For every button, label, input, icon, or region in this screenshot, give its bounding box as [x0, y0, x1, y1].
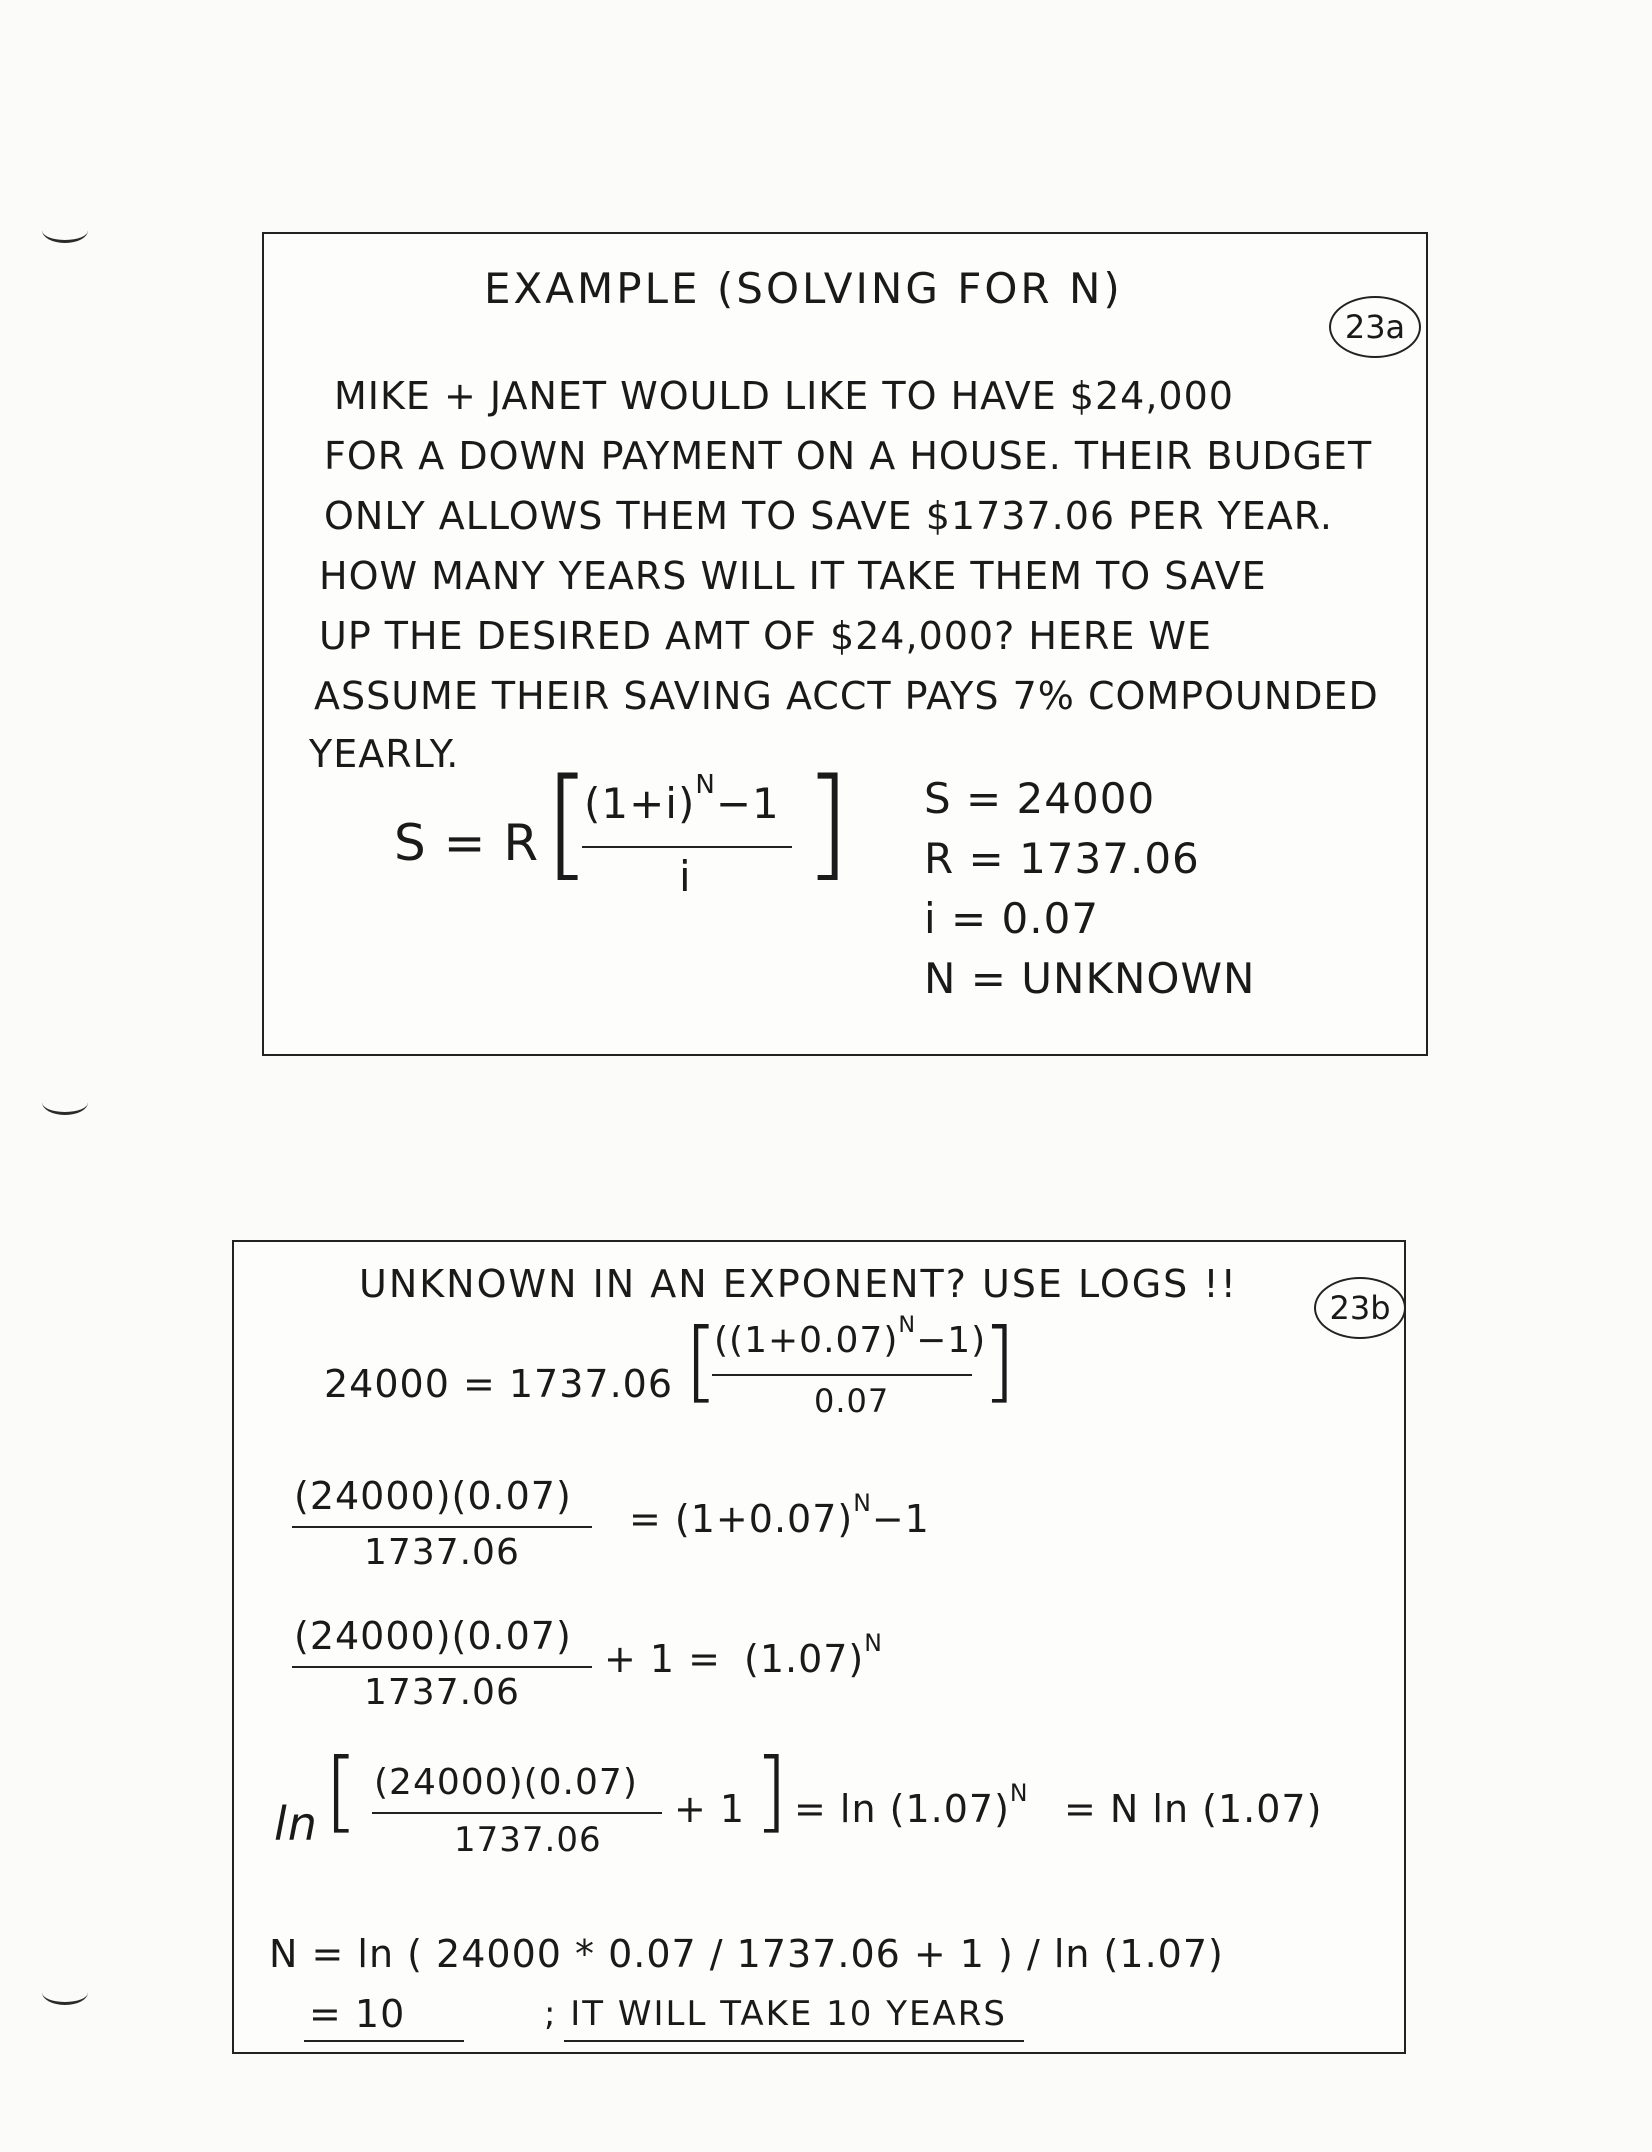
problem-line: YEARLY.: [309, 732, 460, 776]
step1-lhs: 24000 = 1737.06: [324, 1362, 674, 1406]
solution-formula: N = ln ( 24000 * 0.07 / 1737.06 + 1 ) / ln (1.07): [269, 1932, 1224, 1976]
binder-hole-bottom: [42, 1980, 88, 2005]
step1-denominator: 0.07: [814, 1382, 890, 1420]
formula-denominator: i: [679, 852, 692, 901]
card-b-heading: UNKNOWN IN AN EXPONENT? USE LOGS !!: [359, 1262, 1238, 1306]
step2-fraction-bar: [292, 1526, 592, 1528]
step4-ln: ln: [274, 1797, 318, 1851]
solution-result: = 10: [309, 1992, 406, 2036]
problem-line: UP THE DESIRED AMT OF $24,000? HERE WE: [319, 614, 1212, 658]
solution-conclusion: ; IT WILL TAKE 10 YEARS: [544, 1994, 1007, 2034]
step1-bracket-left: [: [684, 1309, 719, 1412]
binder-hole-middle: [42, 1090, 88, 1115]
problem-line: HOW MANY YEARS WILL IT TAKE THEM TO SAVE: [319, 554, 1267, 598]
card-23a: [262, 232, 1428, 1056]
given-s: S = 24000: [924, 774, 1156, 823]
step3-rhs: $(1.07)^N$: [744, 1628, 883, 1681]
step2-denominator: 1737.06: [364, 1532, 520, 1573]
given-i: i = 0.07: [924, 894, 1100, 943]
step1-bracket-right: ]: [982, 1309, 1017, 1412]
step4-bracket-right: ]: [754, 1739, 789, 1842]
step4-plus-one: + 1: [674, 1787, 746, 1831]
step4-rhs: = $\ln (1.07)^N$: [794, 1778, 1029, 1831]
result-underline: [304, 2040, 464, 2042]
step4-bracket-left: [: [324, 1739, 359, 1842]
problem-line: MIKE + JANET WOULD LIKE TO HAVE $24,000: [334, 374, 1234, 418]
step4-rhs2: = N ln (1.07): [1064, 1787, 1323, 1831]
step3-denominator: 1737.06: [364, 1672, 520, 1713]
formula-lhs: S = R: [394, 814, 540, 872]
card-a-title: EXAMPLE (SOLVING FOR N): [484, 264, 1123, 313]
bracket-left: [: [544, 754, 591, 893]
step2-numerator: (24000)(0.07): [294, 1474, 572, 1518]
formula-numerator: $(1+i)^N-1$: [584, 769, 780, 828]
step3-fraction-bar: [292, 1666, 592, 1668]
step4-numerator: (24000)(0.07): [374, 1762, 638, 1803]
given-n: N = UNKNOWN: [924, 954, 1256, 1003]
problem-line: FOR A DOWN PAYMENT ON A HOUSE. THEIR BUDGET: [324, 434, 1373, 478]
conclusion-underline: [564, 2040, 1024, 2042]
step3-plus-one: + 1 =: [604, 1637, 722, 1681]
step2-rhs: = $(1+0.07)^N-1$: [629, 1488, 930, 1541]
card-23b: [232, 1240, 1406, 2054]
step4-fraction-bar: [372, 1812, 662, 1814]
page-label-23a: 23a: [1329, 296, 1421, 358]
problem-line: ASSUME THEIR SAVING ACCT PAYS 7% COMPOUNDED: [314, 674, 1379, 718]
problem-line: ONLY ALLOWS THEM TO SAVE $1737.06 PER YEAR.: [324, 494, 1333, 538]
step1-fraction-bar: [712, 1374, 972, 1376]
given-r: R = 1737.06: [924, 834, 1200, 883]
step3-numerator: (24000)(0.07): [294, 1614, 572, 1658]
formula-fraction-bar: [582, 846, 792, 848]
step4-denominator: 1737.06: [454, 1820, 602, 1860]
step1-numerator: $((1+0.07)^N-1)$: [714, 1312, 987, 1361]
page-label-23b: 23b: [1314, 1277, 1406, 1339]
binder-hole-top: [42, 218, 88, 243]
bracket-right: ]: [804, 754, 851, 893]
